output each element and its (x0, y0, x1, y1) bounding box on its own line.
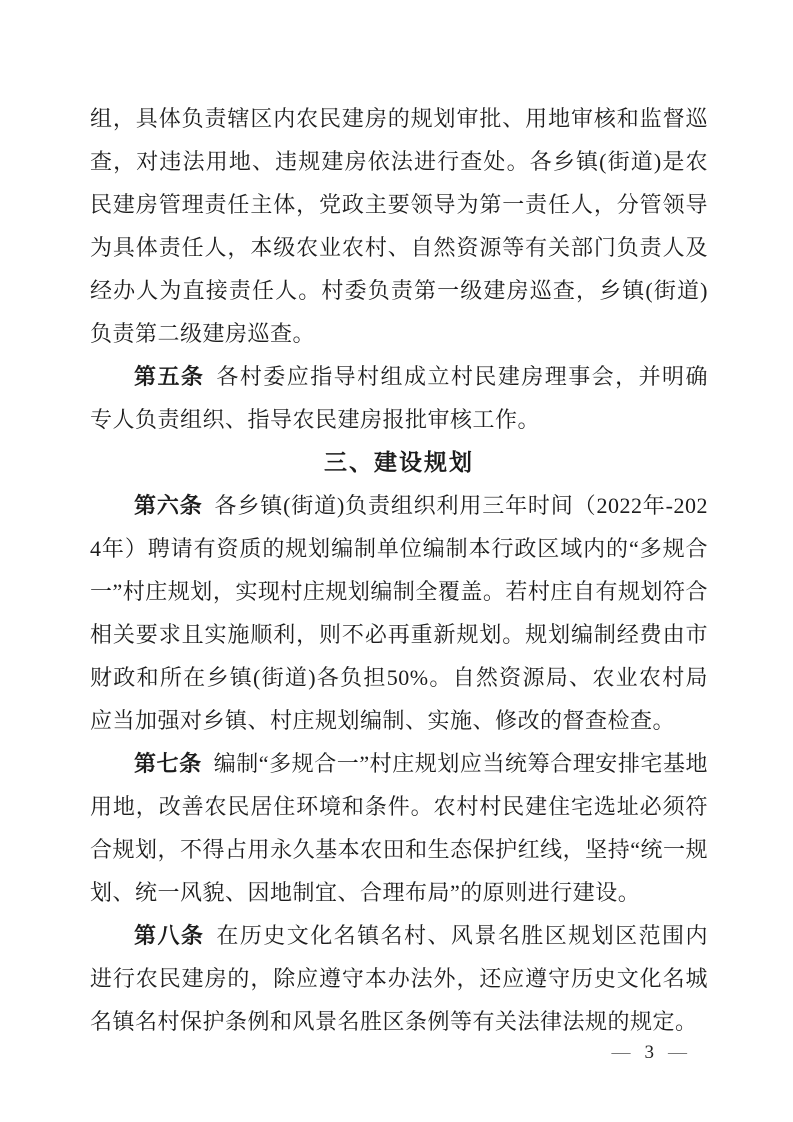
article-paragraph-6 (90, 484, 708, 742)
article-text: 各乡镇(街道)负责组织利用三年时间（2022年-2024年）聘请有资质的规划编制单位编制本行政区域内的“多规合一”村庄规划，实现村庄规划编制全覆盖。若村庄自有规划符合相关要求且实施顺利，则不必再重新规划。规划编制经费由市财政和所在乡镇(街道)各负担50%。自然资源局、农业农村局应当加强对乡镇、村庄规划编制、实施、修改的督查检查。 (90, 493, 708, 733)
continuation-paragraph: 组，具体负责辖区内农民建房的规划审批、用地审核和监督巡查，对违法用地、违规建房依法进行查处。各乡镇(街道)是农民建房管理责任主体，党政主要领导为第一责任人，分管领导为具体责任人，本级农业农村、自然资源等有关部门负责人及经办人为直接责任人。村委负责第一级建房巡查，乡镇(街道)负责第二级建房巡查。 (90, 106, 708, 346)
article-paragraph-5 (90, 355, 708, 441)
article-number: 第八条 (134, 923, 205, 948)
section-heading: 三、建设规划 (324, 449, 474, 475)
page-number: 3 (644, 1042, 654, 1063)
article-number: 第五条 (134, 364, 205, 389)
footer-dash-left: — (611, 1042, 631, 1063)
article-text: 在历史文化名镇名村、风景名胜区规划区范围内进行农民建房的，除应遵守本办法外，还应遵守历史文化名城名镇名村保护条例和风景名胜区条例等有关法律法规的规定。 (90, 923, 708, 1034)
article-paragraph-8 (90, 914, 708, 1043)
document-body (90, 97, 708, 1043)
article-text: 各村委应指导村组成立村民建房理事会，并明确专人负责组织、指导农民建房报批审核工作。 (90, 364, 708, 432)
article-number: 第六条 (134, 493, 203, 518)
footer-dash-right: — (668, 1042, 687, 1063)
article-paragraph-7 (90, 742, 708, 914)
page-footer (598, 1042, 702, 1064)
article-number: 第七条 (134, 751, 202, 776)
article-text: 编制“多规合一”村庄规划应当统筹合理安排宅基地用地，改善农民居住环境和条件。农村村民建住宅选址必须符合规划，不得占用永久基本农田和生态保护红线，坚持“统一规划、统一风貌、因地制宜、合理布局”的原则进行建设。 (90, 751, 708, 905)
